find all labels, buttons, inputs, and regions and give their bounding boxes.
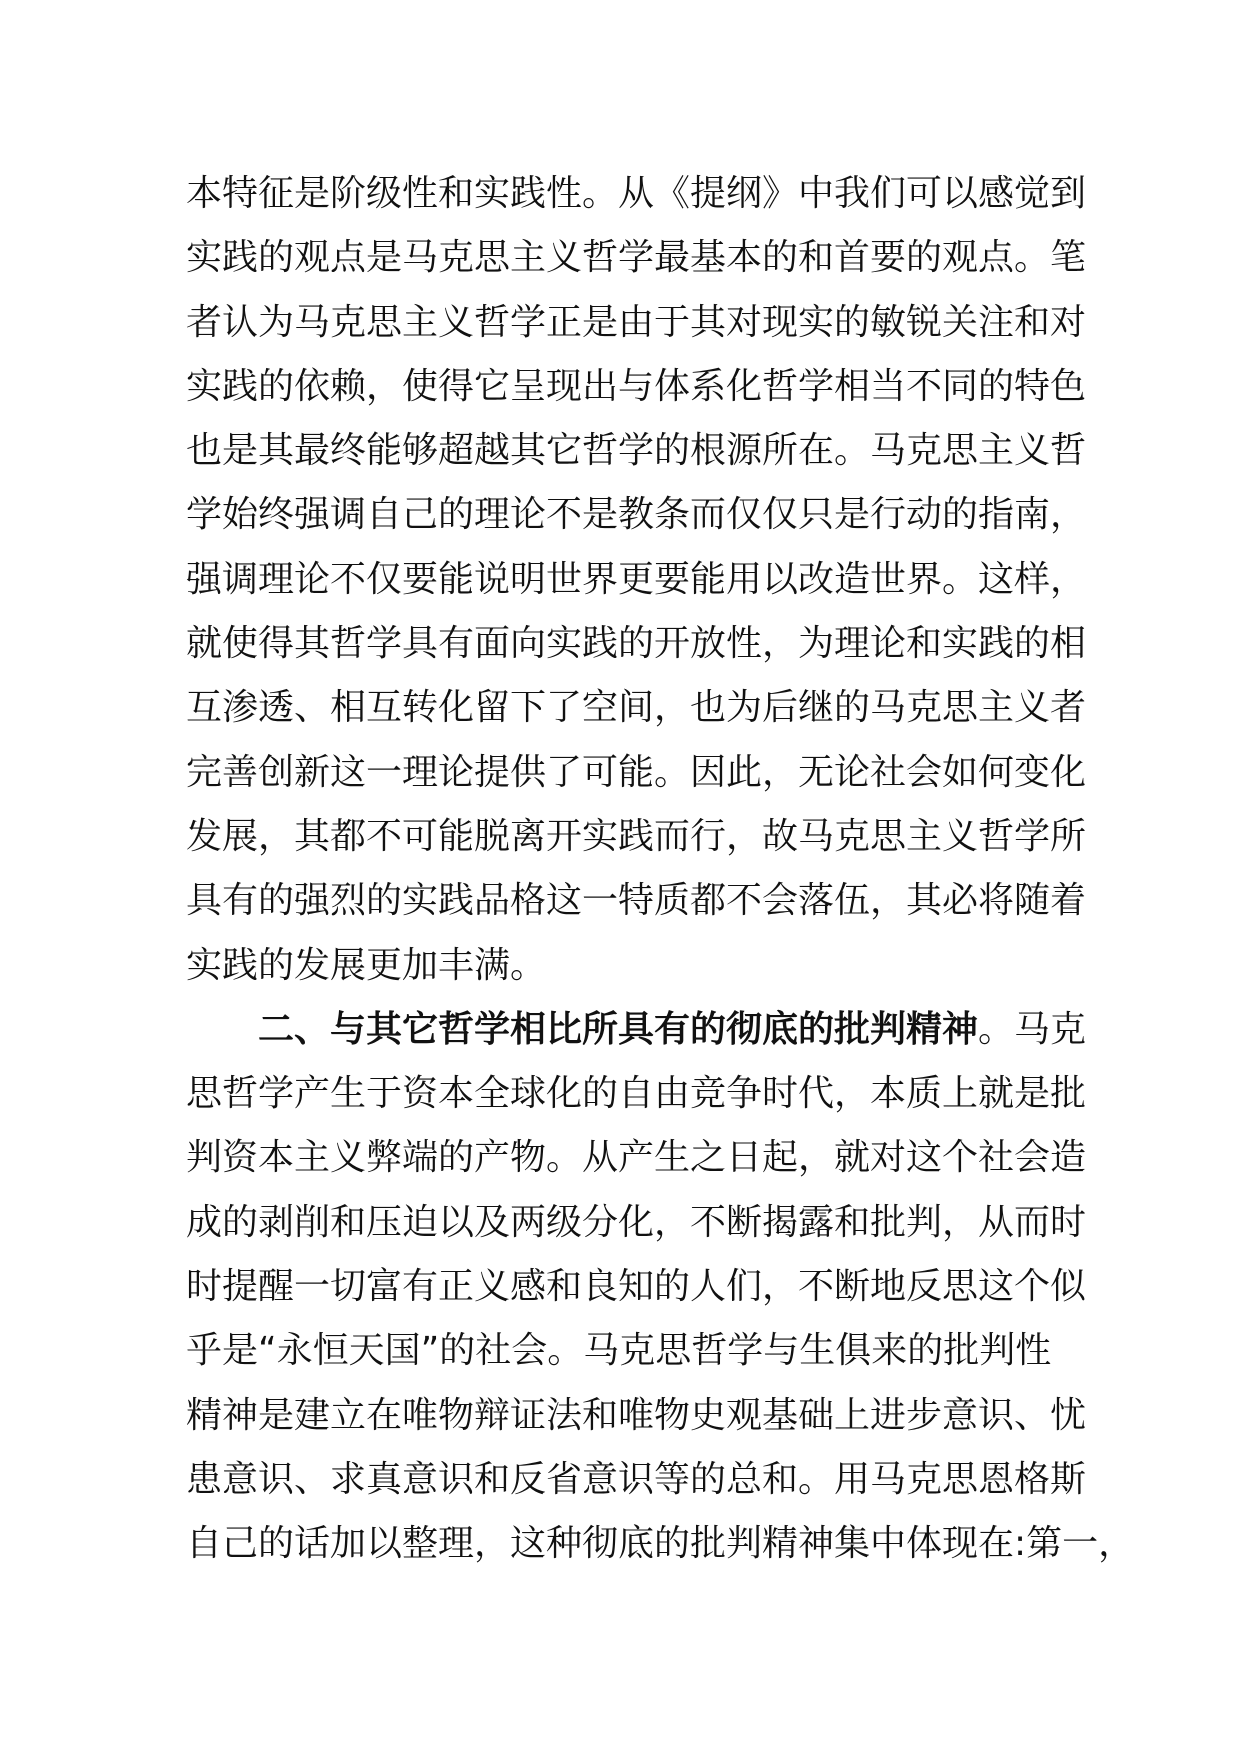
- text-line: 具有的强烈的实践品格这一特质都不会落伍，其必将随着: [186, 880, 1087, 922]
- text-line: 者认为马克思主义哲学正是由于其对现实的敏锐关注和对: [186, 301, 1087, 343]
- text-line: 发展，其都不可能脱离开实践而行，故马克思主义哲学所: [186, 815, 1087, 857]
- text-line: 判资本主义弊端的产物。从产生之日起，就对这个社会造: [186, 1137, 1087, 1179]
- text-line: 实践的发展更加丰满。: [186, 944, 547, 986]
- text-line: 时提醒一切富有正义感和良知的人们，不断地反思这个似: [186, 1266, 1087, 1308]
- text-line: 思哲学产生于资本全球化的自由竞争时代，本质上就是批: [186, 1073, 1087, 1115]
- text-line: 强调理论不仅要能说明世界更要能用以改造世界。这样，: [186, 558, 1087, 600]
- body-text: [186, 162, 1135, 1577]
- section-heading: 二、与其它哲学相比所具有的彻底的批判精神: [258, 1008, 979, 1050]
- text-line: 乎是“永恒天国”的社会。马克思哲学与生俱来的批判性: [186, 1330, 1052, 1372]
- text-line: 就使得其哲学具有面向实践的开放性，为理论和实践的相: [186, 623, 1087, 665]
- text-line: 患意识、求真意识和反省意识等的总和。用马克思恩格斯: [186, 1458, 1087, 1500]
- text-line: 自己的话加以整理，这种彻底的批判精神集中体现在:第一，: [186, 1523, 1135, 1565]
- text-line: 学始终强调自己的理论不是教条而仅仅只是行动的指南，: [186, 494, 1087, 536]
- text-line: 精神是建立在唯物辩证法和唯物史观基础上进步意识、忧: [186, 1394, 1087, 1436]
- text-line: 实践的观点是马克思主义哲学最基本的和首要的观点。笔: [186, 237, 1087, 279]
- text-line: 完善创新这一理论提供了可能。因此，无论社会如何变化: [186, 751, 1087, 793]
- text-line: 互渗透、相互转化留下了空间，也为后继的马克思主义者: [186, 687, 1087, 729]
- text-line: 成的剥削和压迫以及两级分化，不断揭露和批判，从而时: [186, 1201, 1087, 1243]
- text-line: 也是其最终能够超越其它哲学的根源所在。马克思主义哲: [186, 430, 1087, 472]
- section-heading-tail: 。马克: [978, 1008, 1087, 1050]
- section-heading-line: [186, 998, 1087, 1062]
- text-line: 本特征是阶级性和实践性。从《提纲》中我们可以感觉到: [186, 173, 1087, 214]
- text-line: 实践的依赖，使得它呈现出与体系化哲学相当不同的特色: [186, 365, 1087, 407]
